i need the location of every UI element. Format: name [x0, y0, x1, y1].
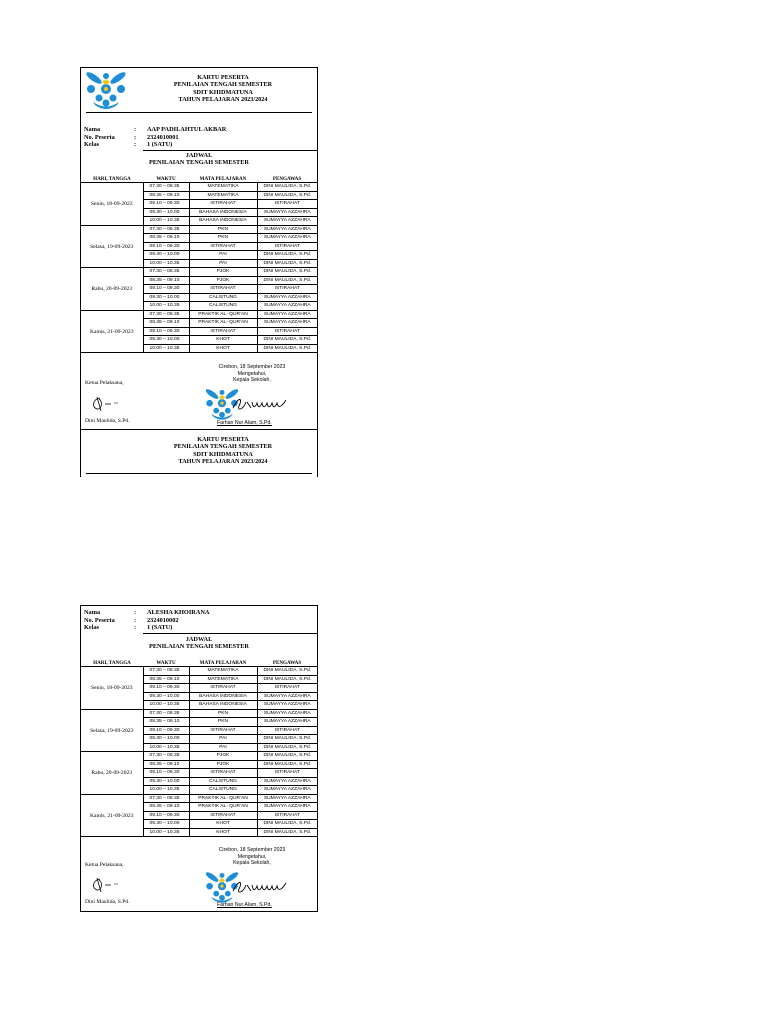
time-cell: 09.10 – 09.30 — [143, 327, 189, 336]
proctor-cell: ISTIRAHAT — [257, 200, 317, 209]
committee-signature-icon — [88, 876, 122, 894]
time-cell: 09.30 – 10.00 — [143, 293, 189, 302]
table-row — [81, 183, 317, 192]
proctor-cell: DINI MAULIDA, S.Pd. — [257, 251, 317, 260]
time-cell: 10.00 – 10.35 — [143, 743, 189, 752]
time-cell: 09.30 – 10.00 — [143, 208, 189, 217]
class-label: Kelas — [84, 141, 100, 149]
proctor-cell: DINI MAULIDA, S.Pd. — [257, 760, 317, 769]
subject-cell: ISTIRAHAT — [189, 242, 257, 251]
proctor-cell: SUMAYYA AZZAHRA — [257, 777, 317, 786]
time-cell: 10.00 – 10.35 — [143, 302, 189, 311]
colon: : — [134, 133, 137, 141]
name-label: Nama — [84, 126, 101, 133]
day-cell: Rabu, 20-09-2023 — [81, 268, 143, 311]
subject-cell: PJOK — [189, 276, 257, 285]
schedule-title — [81, 152, 317, 167]
next-card-header — [129, 436, 317, 465]
subject-cell: PAI — [189, 743, 257, 752]
column-header: WAKTU — [143, 660, 189, 667]
proctor-cell: SUMAYYA AZZAHRA — [257, 310, 317, 319]
time-cell: 08.35 – 09.10 — [143, 276, 189, 285]
subject-cell: CALISTUNG — [189, 302, 257, 311]
colon: : — [134, 616, 137, 624]
proctor-cell: DINI MAULIDA, S.Pd. — [257, 667, 317, 676]
subject-cell: CALISTUNG — [189, 293, 257, 302]
subject-cell: ISTIRAHAT — [189, 285, 257, 294]
proctor-cell: DINI MAULIDA, S.Pd. — [257, 675, 317, 684]
colon: : — [134, 126, 137, 133]
participant-class: 1 (SATU) — [147, 141, 173, 149]
subject-cell: MATEMATIKA — [189, 183, 257, 192]
principal-name: Farhan Nur Alam, S.Pd. — [217, 902, 272, 908]
header-line-1: KARTU PESERTA — [197, 74, 249, 81]
proctor-cell: DINI MAULIDA, S.Pd. — [257, 820, 317, 829]
subject-cell: PKN — [189, 709, 257, 718]
committee-title: Ketua Pelaksana, — [85, 380, 124, 386]
subject-cell: PJOK — [189, 752, 257, 761]
time-cell: 07.30 – 08.35 — [143, 310, 189, 319]
time-cell: 08.35 – 09.10 — [143, 718, 189, 727]
proctor-cell: SUMAYYA AZZAHRA — [257, 302, 317, 311]
time-cell: 09.30 – 10.00 — [143, 336, 189, 345]
column-header: PENGAWAS — [257, 176, 317, 183]
proctor-cell: DINI MAULIDA, S.Pd. — [257, 259, 317, 268]
schedule-title — [81, 636, 317, 651]
acknowledged-label: Mengetahui, — [237, 370, 267, 377]
time-cell: 07.30 – 08.35 — [143, 709, 189, 718]
time-cell: 07.30 – 08.35 — [143, 225, 189, 234]
time-cell: 09.10 – 09.30 — [143, 200, 189, 209]
subject-cell: ISTIRAHAT — [189, 327, 257, 336]
header-line-2: PENILAIAN TENGAH SEMESTER — [173, 81, 273, 89]
subject-cell: MATEMATIKA — [189, 667, 257, 676]
time-cell: 08.35 – 09.10 — [143, 675, 189, 684]
number-label: No. Peserta — [84, 616, 115, 624]
time-cell: 09.30 – 10.00 — [143, 820, 189, 829]
time-cell: 07.30 – 08.35 — [143, 268, 189, 277]
committee-title: Ketua Pelaksana, — [85, 862, 124, 868]
proctor-cell: DINI MAULIDA, S.Pd. — [257, 743, 317, 752]
header-line-4: TAHUN PELAJARAN 2023/2024 — [178, 95, 268, 103]
committee-signature-icon — [88, 395, 122, 413]
header-line-4: TAHUN PELAJARAN 2023/2024 — [178, 457, 268, 465]
subject-cell: PKN — [189, 718, 257, 727]
card-header — [129, 74, 317, 103]
schedule-title-line-1: JADWAL — [185, 152, 213, 159]
proctor-cell: ISTIRAHAT — [257, 811, 317, 820]
number-label: No. Peserta — [84, 133, 115, 141]
subject-cell: PRAKTIK AL- QUR'AN — [189, 803, 257, 812]
class-label: Kelas — [84, 624, 100, 632]
time-cell: 09.10 – 09.30 — [143, 242, 189, 251]
column-header: PENGAWAS — [257, 660, 317, 667]
proctor-cell: DINI MAULIDA, S.Pd. — [257, 191, 317, 200]
subject-cell: BAHASA INDONESIA — [189, 208, 257, 217]
subject-cell: MATEMATIKA — [189, 191, 257, 200]
proctor-cell: DINI MAULIDA, S.Pd. — [257, 735, 317, 744]
proctor-cell: DINI MAULIDA, S.Pd. — [257, 344, 317, 353]
subject-cell: PRAKTIK AL- QUR'AN — [189, 310, 257, 319]
subject-cell: PAI — [189, 251, 257, 260]
time-cell: 07.30 – 08.35 — [143, 794, 189, 803]
time-cell: 09.10 – 09.30 — [143, 769, 189, 778]
time-cell: 08.35 – 09.10 — [143, 803, 189, 812]
proctor-cell: ISTIRAHAT — [257, 769, 317, 778]
proctor-cell: SUMAYYA AZZAHRA — [257, 225, 317, 234]
school-logo-icon — [83, 69, 129, 111]
subject-cell: ISTIRAHAT — [189, 811, 257, 820]
proctor-cell: ISTIRAHAT — [257, 726, 317, 735]
subject-cell: PJOK — [189, 760, 257, 769]
table-row — [81, 794, 317, 803]
principal-title: Kepala Sekolah, — [233, 377, 271, 384]
proctor-cell: SUMAYYA AZZAHRA — [257, 208, 317, 217]
principal-block — [197, 364, 307, 384]
day-cell: Rabu, 20-09-2023 — [81, 752, 143, 795]
place-date: Cirebon, 18 September 2023 — [218, 364, 286, 370]
participant-number: 2324010001 — [147, 133, 179, 141]
time-cell: 10.00 – 10.35 — [143, 828, 189, 837]
proctor-cell: DINI MAULIDA, S.Pd. — [257, 336, 317, 345]
subject-cell: PKN — [189, 225, 257, 234]
proctor-cell: DINI MAULIDA, S.Pd. — [257, 183, 317, 192]
card-divider — [81, 429, 317, 430]
subject-cell: BAHASA INDONESIA — [189, 692, 257, 701]
schedule-title-line-1: JADWAL — [185, 636, 213, 643]
header-line-3: SDIT KHIDMATUNA — [193, 88, 253, 96]
proctor-cell: DINI MAULIDA, S.Pd. — [257, 276, 317, 285]
principal-signature-icon — [231, 394, 289, 414]
column-header: MATA PELAJARAN — [189, 660, 257, 667]
committee-name: Dini Maulida, S.Pd. — [85, 418, 130, 424]
subject-cell: KHOT — [189, 336, 257, 345]
proctor-cell: SUMAYYA AZZAHRA — [257, 786, 317, 795]
info-divider — [143, 633, 317, 634]
subject-cell: CALISTUNG — [189, 786, 257, 795]
time-cell: 08.35 – 09.10 — [143, 319, 189, 328]
table-row — [81, 752, 317, 761]
time-cell: 10.00 – 10.35 — [143, 701, 189, 710]
column-header: MATA PELAJARAN — [189, 176, 257, 183]
day-cell: Selasa, 19-09-2023 — [81, 225, 143, 268]
principal-signature-icon — [231, 877, 289, 897]
participant-name: AAP PADILAHTUL AKBAR — [147, 126, 227, 133]
participant-card-1 — [80, 67, 318, 477]
day-cell: Senin, 18-09-2023 — [81, 667, 143, 710]
subject-cell: KHOT — [189, 344, 257, 353]
proctor-cell: DINI MAULIDA, S.Pd. — [257, 752, 317, 761]
principal-title: Kepala Sekolah, — [233, 860, 271, 867]
column-header: HARI, TANGGA — [81, 660, 143, 667]
proctor-cell: ISTIRAHAT — [257, 684, 317, 693]
colon: : — [134, 624, 137, 632]
colon: : — [134, 609, 137, 616]
time-cell: 09.30 – 10.00 — [143, 251, 189, 260]
time-cell: 09.10 – 09.30 — [143, 684, 189, 693]
time-cell: 07.30 – 08.35 — [143, 183, 189, 192]
subject-cell: ISTIRAHAT — [189, 769, 257, 778]
subject-cell: KHOT — [189, 828, 257, 837]
subject-cell: PAI — [189, 259, 257, 268]
subject-cell: ISTIRAHAT — [189, 684, 257, 693]
subject-cell: KHOT — [189, 820, 257, 829]
subject-cell: ISTIRAHAT — [189, 200, 257, 209]
schedule-title-line-2: PENILAIAN TENGAH SEMESTER — [149, 643, 249, 651]
subject-cell: BAHASA INDONESIA — [189, 701, 257, 710]
time-cell: 10.00 – 10.35 — [143, 217, 189, 226]
principal-block — [197, 847, 307, 867]
subject-cell: PRAKTIK AL- QUR'AN — [189, 794, 257, 803]
name-label: Nama — [84, 609, 101, 616]
time-cell: 09.10 – 09.30 — [143, 285, 189, 294]
colon: : — [134, 141, 137, 149]
subject-cell: MATEMATIKA — [189, 675, 257, 684]
schedule-table — [81, 176, 317, 353]
subject-cell: BAHASA INDONESIA — [189, 217, 257, 226]
proctor-cell: SUMAYYA AZZAHRA — [257, 718, 317, 727]
committee-name: Dini Maulida, S.Pd. — [85, 899, 130, 905]
table-row — [81, 667, 317, 676]
subject-cell: ISTIRAHAT — [189, 726, 257, 735]
proctor-cell: SUMAYYA AZZAHRA — [257, 803, 317, 812]
subject-cell: CALISTUNG — [189, 777, 257, 786]
day-cell: Senin, 18-09-2023 — [81, 183, 143, 226]
subject-cell: PJOK — [189, 268, 257, 277]
participant-info — [84, 126, 317, 149]
time-cell: 10.00 – 10.35 — [143, 786, 189, 795]
time-cell: 09.10 – 09.30 — [143, 726, 189, 735]
proctor-cell: DINI MAULIDA, S.Pd. — [257, 268, 317, 277]
proctor-cell: SUMAYYA AZZAHRA — [257, 794, 317, 803]
participant-card-2 — [80, 605, 318, 912]
acknowledged-label: Mengetahui, — [237, 853, 267, 860]
column-header: HARI, TANGGA — [81, 176, 143, 183]
table-header-row — [81, 176, 317, 183]
time-cell: 09.30 – 10.00 — [143, 692, 189, 701]
proctor-cell: ISTIRAHAT — [257, 242, 317, 251]
schedule-title-line-2: PENILAIAN TENGAH SEMESTER — [149, 159, 249, 167]
time-cell: 08.35 – 09.10 — [143, 760, 189, 769]
header-line-1: KARTU PESERTA — [197, 436, 249, 443]
day-cell: Kamis, 21-09-2023 — [81, 310, 143, 353]
day-cell: Kamis, 21-09-2023 — [81, 794, 143, 837]
subject-cell: PRAKTIK AL- QUR'AN — [189, 319, 257, 328]
time-cell: 08.35 – 09.10 — [143, 234, 189, 243]
header-divider — [86, 112, 312, 113]
time-cell: 09.30 – 10.00 — [143, 735, 189, 744]
participant-class: 1 (SATU) — [147, 624, 173, 632]
proctor-cell: SUMAYYA AZZAHRA — [257, 701, 317, 710]
table-row — [81, 310, 317, 319]
header-line-3: SDIT KHIDMATUNA — [193, 450, 253, 458]
time-cell: 07.30 – 08.35 — [143, 752, 189, 761]
time-cell: 07.30 – 08.35 — [143, 667, 189, 676]
proctor-cell: SUMAYYA AZZAHRA — [257, 217, 317, 226]
table-row — [81, 709, 317, 718]
principal-name: Farhan Nur Alam, S.Pd. — [217, 420, 272, 426]
time-cell: 09.30 – 10.00 — [143, 777, 189, 786]
proctor-cell: ISTIRAHAT — [257, 327, 317, 336]
place-date: Cirebon, 18 September 2023 — [218, 847, 286, 853]
header-line-2: PENILAIAN TENGAH SEMESTER — [173, 443, 273, 451]
subject-cell: PKN — [189, 234, 257, 243]
proctor-cell: SUMAYYA AZZAHRA — [257, 293, 317, 302]
time-cell: 10.00 – 10.35 — [143, 344, 189, 353]
table-row — [81, 225, 317, 234]
participant-info — [84, 609, 317, 632]
subject-cell: PAI — [189, 735, 257, 744]
time-cell: 10.00 – 10.35 — [143, 259, 189, 268]
column-header: WAKTU — [143, 176, 189, 183]
proctor-cell: ISTIRAHAT — [257, 285, 317, 294]
proctor-cell: SUMAYYA AZZAHRA — [257, 709, 317, 718]
time-cell: 08.35 – 09.10 — [143, 191, 189, 200]
proctor-cell: DINI MAULIDA, S.Pd. — [257, 828, 317, 837]
proctor-cell: SUMAYYA AZZAHRA — [257, 234, 317, 243]
proctor-cell: SUMAYYA AZZAHRA — [257, 692, 317, 701]
time-cell: 09.10 – 09.30 — [143, 811, 189, 820]
header-divider — [86, 473, 312, 474]
table-header-row — [81, 660, 317, 667]
day-cell: Selasa, 19-09-2023 — [81, 709, 143, 752]
schedule-table — [81, 660, 317, 837]
participant-number: 2324010002 — [147, 616, 179, 624]
info-divider — [143, 150, 317, 151]
participant-name: ALESHA KHOIRANA — [147, 609, 210, 616]
table-row — [81, 268, 317, 277]
proctor-cell: SUMAYYA AZZAHRA — [257, 319, 317, 328]
